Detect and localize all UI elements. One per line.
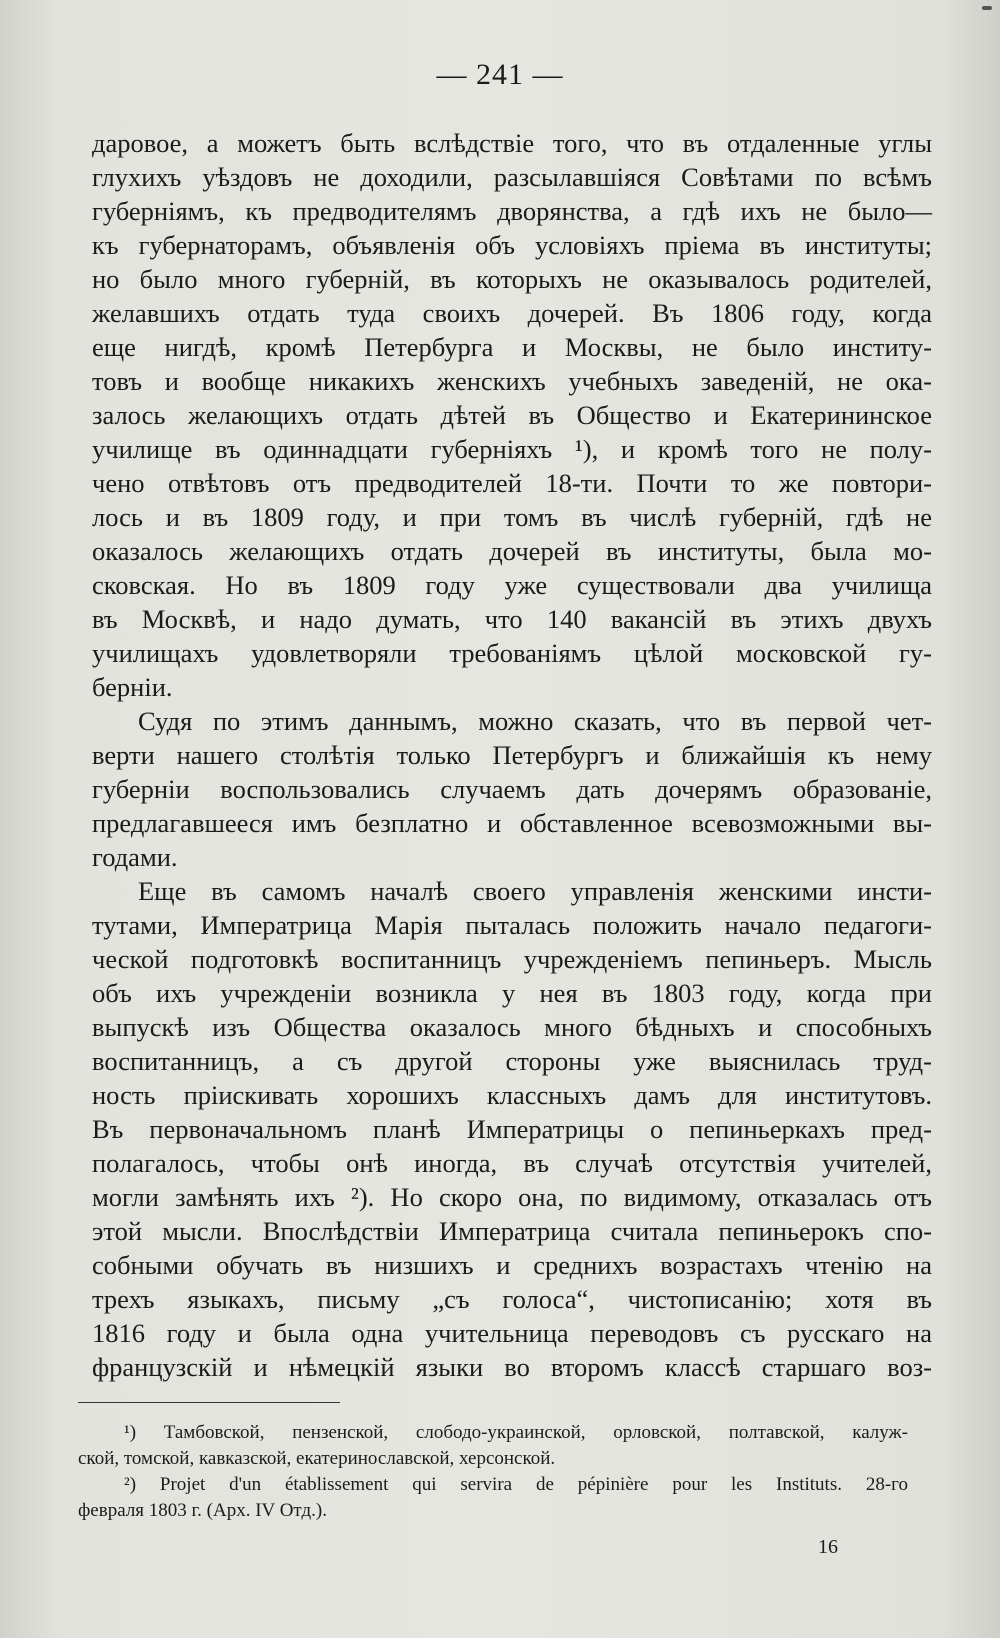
text-line: годами.: [92, 842, 178, 872]
text-line: ческой подготовкѣ воспитанницъ учрежденіемъ пепиньеръ. Мысль: [92, 944, 932, 974]
text-line: даровое, а можетъ быть вслѣдствіе того, что въ отдаленные углы: [92, 128, 932, 158]
footnote-line: ²) Projet d'un établissement qui servira de pépinière pour les Instituts. 28-го: [124, 1474, 908, 1495]
text-line: училище въ одиннадцати губерніяхъ ¹), и кромѣ того не полу-: [92, 434, 932, 464]
text-line: товъ и вообще никакихъ женскихъ учебныхъ заведеній, не ока-: [92, 366, 932, 396]
text-line: въ Москвѣ, и надо думать, что 140 вакансій въ этихъ двухъ: [92, 604, 932, 634]
signature-mark: 16: [818, 1536, 838, 1558]
footnotes: [78, 1420, 908, 1524]
text-line: трехъ языкахъ, письму „съ голоса“, чистописанію; хотя въ: [92, 1284, 932, 1314]
footnote-2: [78, 1472, 908, 1524]
text-line: лось и въ 1809 году, и при томъ въ числѣ губерній, гдѣ не: [92, 502, 932, 532]
text-line: тутами, Императрица Марія пыталась положить начало педагоги-: [92, 910, 932, 940]
text-line: губерніи воспользовались случаемъ дать дочерямъ образованіе,: [92, 774, 932, 804]
page-number-header: — 241 —: [436, 58, 564, 91]
text-line: сковская. Но въ 1809 году уже существовали два училища: [92, 570, 932, 600]
text-line: собными обучать въ низшихъ и среднихъ возрастахъ чтенію на: [92, 1250, 932, 1280]
text-line: еще нигдѣ, кромѣ Петербурга и Москвы, не было институ-: [92, 332, 932, 362]
text-line: берніи.: [92, 672, 173, 702]
text-line: 1816 году и была одна учительница переводовъ съ русскаго на: [92, 1318, 932, 1348]
footnote-line: февраля 1803 г. (Арх. IV Отд.).: [78, 1500, 327, 1521]
text-line: залось желающихъ отдать дѣтей въ Общество и Екатерининское: [92, 400, 932, 430]
text-line: Въ первоначальномъ планѣ Императрицы о пепиньеркахъ пред-: [92, 1114, 932, 1144]
text-line: желавшихъ отдать туда своихъ дочерей. Въ 1806 году, когда: [92, 298, 932, 328]
paragraph-2: [92, 704, 932, 874]
text-line: училищахъ удовлетворяли требованіямъ цѣлой московской гу-: [92, 638, 932, 668]
text-line: губерніямъ, къ предводителямъ дворянства, а гдѣ ихъ не было—: [92, 196, 932, 226]
text-line: оказалось желающихъ отдать дочерей въ институты, была мо-: [92, 536, 932, 566]
scan-mark: [982, 6, 992, 10]
text-line: воспитанницъ, а съ другой стороны уже выяснилась труд-: [92, 1046, 932, 1076]
paragraph-3: [92, 874, 932, 1384]
text-line: чено отвѣтовъ отъ предводителей 18-ти. Почти то же повтори-: [92, 468, 932, 498]
footnote-line: ской, томской, кавказской, екатеринославской, херсонской.: [78, 1448, 556, 1469]
footnote-1: [78, 1420, 908, 1472]
text-line: предлагавшееся имъ безплатно и обставленное всевозможными вы-: [92, 808, 932, 838]
text-line: могли замѣнять ихъ ²). Но скоро она, по видимому, отказалась отъ: [92, 1182, 932, 1212]
text-line: Судя по этимъ даннымъ, можно сказать, что въ первой чет-: [138, 706, 932, 736]
text-line: полагалось, чтобы онѣ иногда, въ случаѣ отсутствія учителей,: [92, 1148, 932, 1178]
text-line: глухихъ уѣздовъ не доходили, разсылавшіяся Совѣтами по всѣмъ: [92, 162, 932, 192]
text-line: выпускѣ изъ Общества оказалось много бѣдныхъ и способныхъ: [92, 1012, 932, 1042]
text-line: но было много губерній, въ которыхъ не оказывалось родителей,: [92, 264, 932, 294]
footnote-line: ¹) Тамбовской, пензенской, слободо-украинской, орловской, полтавской, калуж-: [124, 1422, 908, 1443]
text-line: французскій и нѣмецкій языки во второмъ классѣ старшаго воз-: [92, 1352, 932, 1382]
footnote-divider: [78, 1402, 340, 1403]
text-line: объ ихъ учрежденіи возникла у нея въ 1803 году, когда при: [92, 978, 932, 1008]
text-line: ность пріискивать хорошихъ классныхъ дамъ для институтовъ.: [92, 1080, 932, 1110]
paragraph-1: [92, 126, 932, 704]
text-line: верти нашего столѣтія только Петербургъ и ближайшія къ нему: [92, 740, 932, 770]
text-line: Еще въ самомъ началѣ своего управленія женскими инсти-: [138, 876, 932, 906]
text-line: къ губернаторамъ, объявленія объ условіяхъ пріема въ институты;: [92, 230, 932, 260]
main-text: [92, 126, 932, 1384]
text-line: этой мысли. Впослѣдствіи Императрица считала пепиньерокъ спо-: [92, 1216, 932, 1246]
